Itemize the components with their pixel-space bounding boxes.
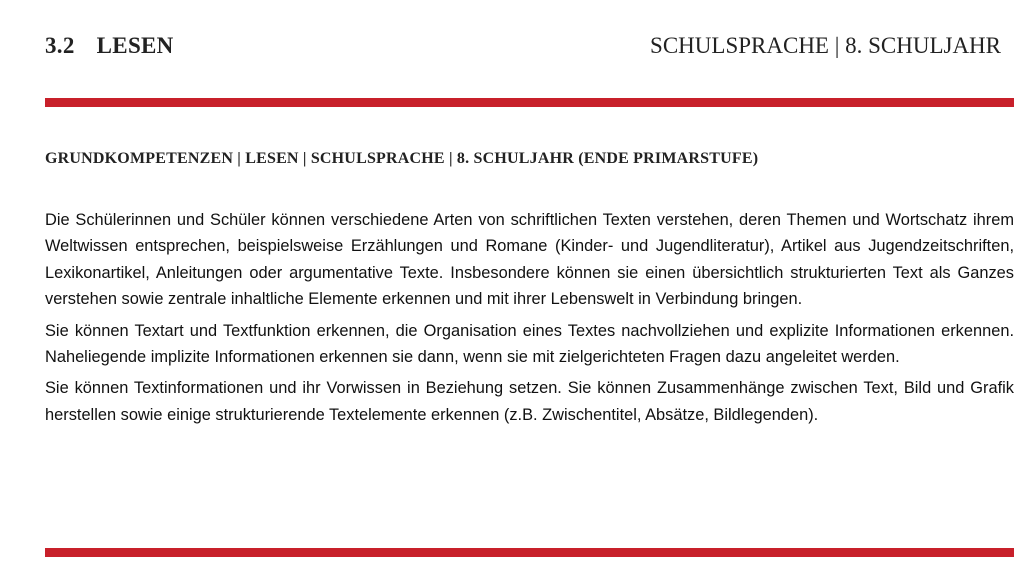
running-header-title: SCHULSPRACHE | 8. SCHULJAHR bbox=[650, 33, 1001, 58]
section-number: 3.2 bbox=[45, 33, 75, 58]
competency-heading: GRUNDKOMPETENZEN | LESEN | SCHULSPRACHE | 8. SCHULJAHR (ENDE PRIMARSTUFE) bbox=[45, 150, 759, 167]
top-red-rule bbox=[45, 98, 1014, 107]
bottom-red-rule bbox=[45, 548, 1014, 557]
paragraph-2: Sie können Textart und Textfunktion erkennen, die Organisation eines Textes nachvollziehen und explizite Informationen erkennen. Naheliegende implizite Informationen erkennen sie dann, wenn sie mit zielgerichteten Fragen dazu angeleitet werden. bbox=[45, 321, 1014, 367]
section-title: LESEN bbox=[96, 33, 174, 58]
section-header bbox=[45, 33, 174, 59]
paragraph-1: Die Schülerinnen und Schüler können verschiedene Arten von schriftlichen Texten verstehen, deren Themen und Wortschatz ihrem Weltwissen entsprechen, beispielsweise Erzählungen und Romane (Kinder- und Jugendliteratur), Artikel aus Jugendzeitschriften, Lexikonartikel, Anleitungen oder argumentative Texte. Insbesondere können sie einen übersichtlich strukturierten Text als Ganzes verstehen sowie zentrale inhaltliche Elemente erkennen und mit ihrer Lebenswelt in Verbindung bringen. bbox=[45, 211, 1014, 309]
body-text bbox=[45, 207, 1014, 433]
paragraph-3: Sie können Textinformationen und ihr Vorwissen in Beziehung setzen. Sie können Zusammenhänge zwischen Text, Bild und Grafik herstellen sowie einige strukturierende Textelemente erkennen (z.B. Zwischentitel, Absätze, Bildlegenden). bbox=[45, 379, 1014, 424]
